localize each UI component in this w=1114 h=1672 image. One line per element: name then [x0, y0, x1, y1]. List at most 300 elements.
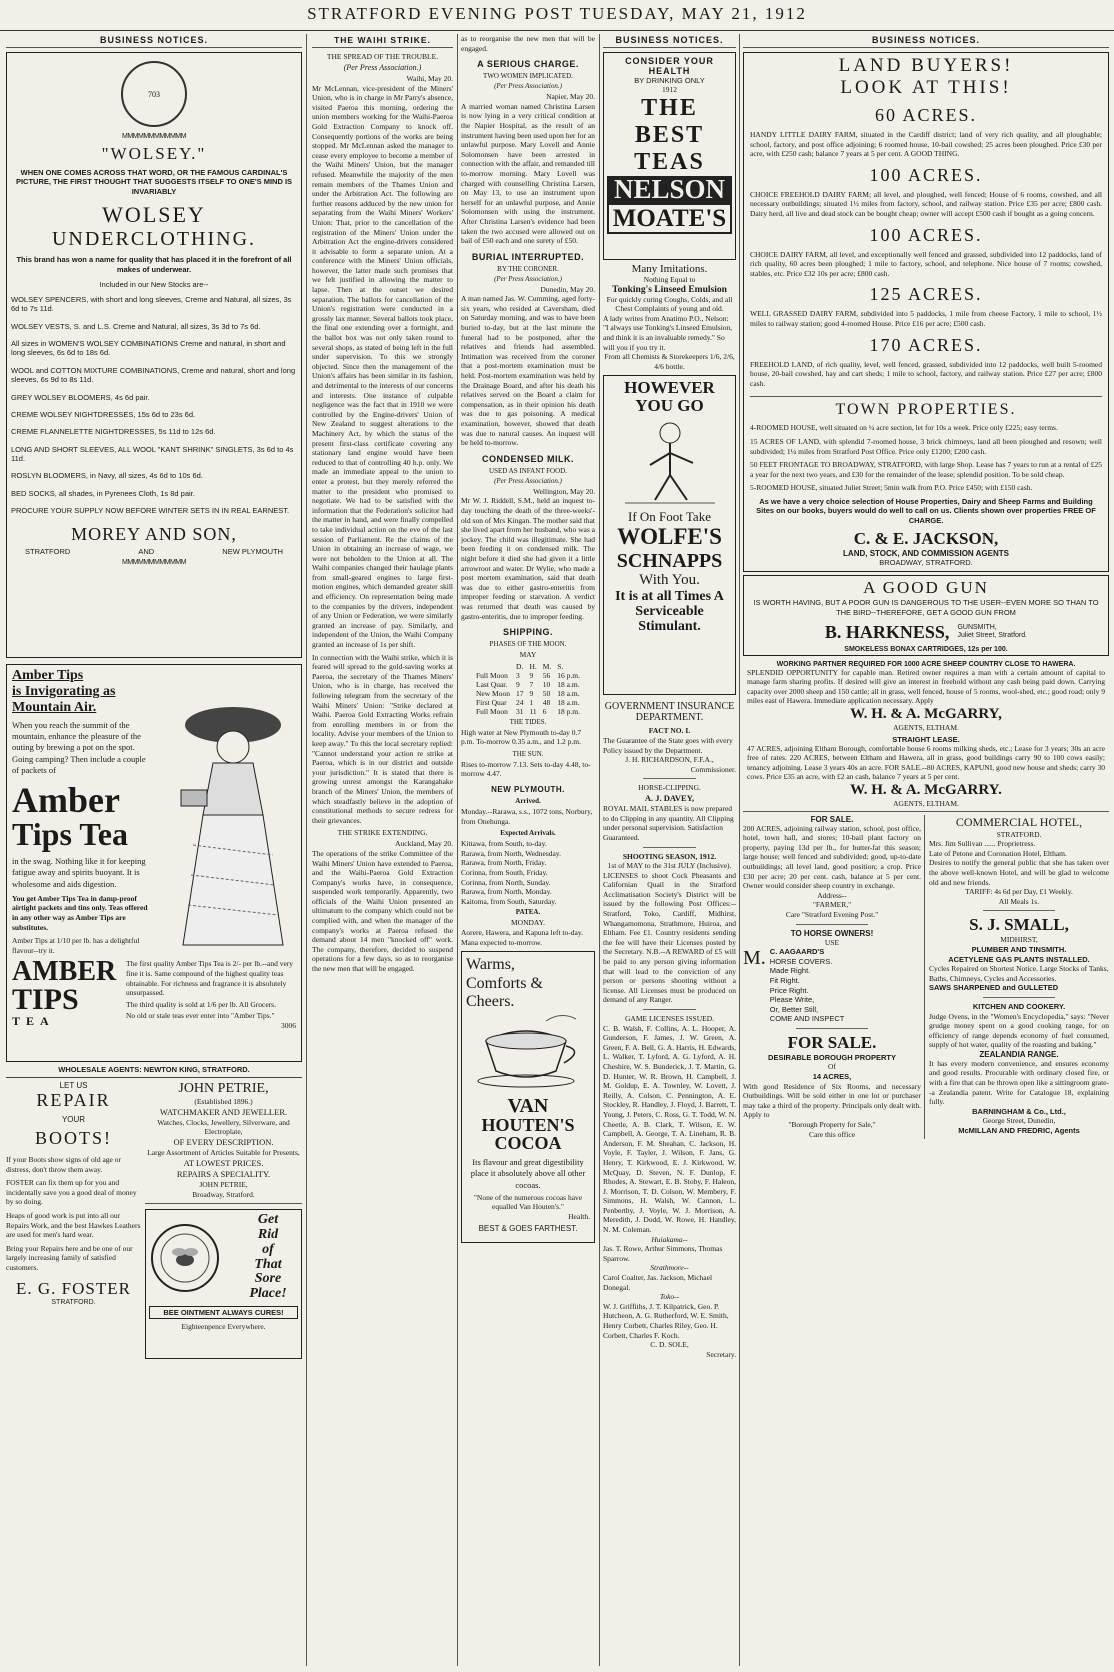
gov-title: Commissioner. [690, 764, 736, 774]
foster-name: E. G. FOSTER [16, 1278, 131, 1298]
land-ad [743, 52, 1109, 572]
hotel-proprietress: Mrs. Jim Sullivan ...... Proprietress. [929, 839, 1036, 849]
tonking-name: Tonking's Linseed Emulsion [612, 284, 727, 295]
nm-brand-2: MOATE'S [607, 203, 732, 235]
article-body: Mr McLennan, vice-president of the Miners' Union, who is in charge in Mr Parry's absence, visited Paeroa this morning, ordering the union members working for the Waihi-Paeroa Gold Extraction Company to knock off. Consequently portions of the works are being stopped. Mr McLennan asked the manager to cease every employee to become a member of the Waihi Miners' Union, but the manager refused. Meanwhile the majority of the men remain members of the Thames Union and under the Arbitration Act. The following are further reasons adduced by the new union for separating from the Waihi Miners' Workers' Union: That, prior to the cancellation of the registration of the Miners' Union under the Arbitration Act the engine-drivers considered it advisable to form a separate union. At a conference with the Miners' Union officials, however, the latter made such promises that we felt justified in allowing the matter to lapse. Then at the outset we desired separation. The ballots for cancellation of the Union's registration were conducted in a grossly lax manner. Several ballots took place, the final one extending over a fortnight, and the ballot box was not only taken round to several shops, as stated of being left in the full under supervision. To this we strongly objected. Since then the management of the Union's affairs has been similar in its fashion, and detrimental to the interests of our concerns and interests. One instance of culpable negligence was the fact that in 1910 we were controlled by the Engine-drivers' Union of New Zealand to suggest alterations to the Machinery Act, by which the status of the present first-class certificate covering any stationary land engine would have been reduced to that of controlling 40 h.p. only. We made an immediate appeal to the union to enter a protest, but they merely referred the matter to the president who promised to negotiate. We had to be satisfied with the information that the Federation's solicitor had the matter in hand, and were finally compelled to take individual action on the eve of the last session of Parliament. Re the claims of the Union in obtaining an increase of wage, we were not beholden to the Union at all. The Waihi companies changed their haulage plants from small-geared engines to large first-motion engines, which demanded greater skill and efficiency. On representation being made to the companies by the drivers, independent of any Union or Federation, we were similarly granted an increase of pay. Similarly, and independent of the Union, the Waihi Company granted an increase of 1s per shift. [312, 83, 453, 650]
wolsey-item: CREME WOLSEY NIGHTDRESSES, 15s 6d to 23s 6d. [11, 409, 196, 419]
bee-slogan [238, 1213, 298, 1301]
wolsey-included: Included in our New Stocks are-- [99, 279, 209, 289]
moon-header-cell: M. [542, 661, 552, 671]
toko-heading: Toko-- [659, 1292, 680, 1302]
moon-cell: 11 [529, 706, 537, 716]
moon-cell: First Quar [475, 697, 507, 707]
cover-line: Made Right. [769, 966, 811, 976]
moon-header-row [473, 662, 583, 671]
nothing-equal: Nothing Equal to [643, 275, 696, 284]
gun-ad [743, 575, 1109, 656]
aagaard-row [743, 947, 921, 1024]
horse-owners: TO HORSE OWNERS! [790, 928, 874, 938]
wolfe-name: WOLFE'S [617, 524, 722, 550]
wolsey-item: All sizes in WOMEN'S WOLSEY COMBINATIONS Creme and natural, in short and long sleeves, 6s 6d to 18s 6d. [11, 339, 286, 358]
petrie-ad [145, 1081, 302, 1204]
amber-get: You get Amber Tips Tea in damp-proof airtight packets and tins only. Teas offered in any other way as Amber Tips are substitutes. [12, 893, 148, 932]
wolfe-schnapps: SCHNAPPS [616, 549, 723, 572]
jackson-location: BROADWAY, STRATFORD. [879, 557, 973, 567]
column-3 [461, 34, 595, 1666]
expected-item: Kaitoma, from South, Saturday. [461, 896, 557, 906]
amber-logo [12, 956, 122, 1030]
repair-letus: LET US [59, 1081, 88, 1090]
dateline: Dunedin, May 20. [540, 284, 595, 294]
petrie-goods: Watches, Clocks, Jewellery, Silverware, and Electroplate, [157, 1117, 290, 1137]
lot-acres: 100 ACRES. [869, 164, 983, 185]
kitchen-text: Judge Ovens, in the "Women's Encyclopedia," says: "Never grudge money spent on a good cooking range, for on efficiency of range depends economy of fuel consumed, supply of hot water, quality of the roasting and baking." [929, 1011, 1109, 1050]
article-continued: as to reorganise the new men that will be engaged. [461, 34, 595, 53]
column-5 [743, 34, 1109, 1666]
press-line: (Per Press Association.) [494, 82, 562, 91]
forsale-care: Care "Stratford Evening Post." [785, 909, 879, 919]
moon-header-cell: D. [515, 661, 524, 671]
gun-heading: A GOOD GUN [863, 577, 989, 597]
mcgarry-ad [743, 659, 1109, 812]
mcgarry-sub-2: AGENTS, ELTHAM. [893, 799, 959, 808]
moon-row [473, 680, 583, 689]
look-at-this: LOOK AT THIS! [840, 77, 1012, 98]
amber-heading-1: Amber Tips [12, 668, 84, 683]
nelson-moates-ad [603, 52, 736, 260]
moon-cell: 6 [542, 706, 547, 716]
harkness-footer: SMOKELESS BONAX CARTRIDGES, 12s per 100. [844, 645, 1008, 653]
small-heading: S. J. SMALL, [969, 915, 1069, 935]
petrie-location: Broadway, Stratford. [192, 1189, 255, 1199]
wolsey-item: GREY WOLSEY BLOOMERS, 4s 6d pair. [11, 392, 150, 402]
lot-acres: 170 ACRES. [869, 334, 983, 355]
sun-text: Rises to-morrow 7.13. Sets to-day 4.48, to-morrow 4.47. [461, 759, 591, 779]
forsale2-sub: DESIRABLE BOROUGH PROPERTY [768, 1052, 896, 1062]
repair-item: Heaps of good work is put into all our Repairs Work, and the best Hawkes Leathers are used for men's hard wear. [6, 1210, 141, 1240]
moon-row [473, 689, 583, 698]
wolsey-quote: "WOLSEY." [101, 144, 207, 163]
jackson-sub: LAND, STOCK, AND COMMISSION AGENTS [843, 548, 1009, 558]
small-text: Cycles Repaired on Shortest Notice. Large Stocks of Tanks, Baths, Chimneys, Cycles and Accessories. [929, 964, 1109, 983]
wolsey-item: BED SOCKS, all shades, in Pyrenees Cloth, 1s 8d pair. [11, 488, 195, 498]
barningham: BARNINGHAM & Co., Ltd., [972, 1106, 1066, 1116]
bee-line: Rid [257, 1227, 279, 1243]
news-subhead: USED AS INFANT FOOD. [489, 466, 567, 475]
border-pattern: MMMMMMMMMMMM [122, 558, 186, 566]
moon-cell: 1 [529, 697, 534, 707]
divider [643, 1009, 696, 1010]
divider [983, 910, 1055, 911]
wolsey-item: WOLSEY SPENCERS, with short and long sleeves, Creme and Natural, all sizes, 3s 6d to 7s 11d. [11, 294, 292, 314]
town-item: 5-ROOMED HOUSE, situated Juliet Street; 5min walk from P.O. Price £450; with £150 cash. [750, 483, 1033, 493]
moon-cell: 18 a.m. [557, 688, 580, 698]
foster-location: STRATFORD. [51, 1298, 96, 1306]
column-rule [306, 34, 307, 1666]
land-buyers: LAND BUYERS! [838, 55, 1014, 76]
zealandia-text: It has every modern convenience, and ensures economy and good results. Procurable with ordinary closed fire, or with a fire that can be thrown open like a sittingroom grate--a Zealandia patent. Write for Catalogue 18, explaining fully. [929, 1058, 1109, 1107]
amber-noold: No old or stale teas ever enter into "Amber Tips." [126, 1011, 275, 1021]
news-subhead: BY THE CORONER. [497, 264, 559, 273]
wolsey-item: PROCURE YOUR SUPPLY NOW BEFORE WINTER SETS IN IN REAL EARNEST. [11, 506, 290, 516]
forsale-farmer: "FARMER," [812, 900, 852, 910]
straight-lease: STRAIGHT LEASE. [892, 734, 960, 744]
cover-line: Fit Right. [769, 975, 800, 985]
repair-item-list [6, 1155, 141, 1273]
article-body-3: The operations of the strike Committee of the Waihi Miners' Union have extended to Paeroa, and the Waihi-Paeroa Gold Extraction Company's works have, in consequence, suspended work temporarily. Apparently, two officials of the Waihi Union presented an ultimatum to the company which could not be complied with, and when the manager of the company's works at Paeroa refused the demand about 14 men "knocked off" work. The company, therefore, decided to suspend operations for a few days, so as to reorganise the new men that will be engaged. [312, 848, 453, 974]
news-heading: SHIPPING. [502, 627, 553, 638]
amber-logo-1: AMBER [12, 956, 117, 988]
forsale-address: Address-- [817, 890, 847, 900]
vh-line-1: Warms, [466, 956, 515, 974]
bee-ointment-ad [145, 1209, 302, 1359]
partner-heading: WORKING PARTNER REQUIRED FOR 1000 ACRE SHEEP COUNTRY CLOSE TO HAWERA. [776, 660, 1076, 668]
new-plymouth-heading: NEW PLYMOUTH. [491, 785, 565, 795]
town-item: 4-ROOMED HOUSE, well situated on ¼ acre section, let for 10s a week. Price only £225; easy terms. [750, 423, 1058, 433]
harkness-sub [957, 624, 1027, 641]
vh-line-2: Comforts & [466, 974, 543, 992]
petrie-heading: JOHN PETRIE, [178, 1081, 269, 1096]
vh-health: Health. [568, 1212, 590, 1221]
hotel-meals: All Meals 1s. [998, 896, 1040, 906]
dateline-2: Auckland, May 20. [395, 839, 453, 849]
bee-line: Get [257, 1212, 279, 1228]
hotel-late: Late of Petone and Coronation Hotel, Eltham. [929, 848, 1067, 858]
small-saws: SAWS SHARPENED and GULLETED [929, 983, 1059, 993]
petrie-name: JOHN PETRIE, [199, 1180, 248, 1190]
wolsey-ad [6, 52, 302, 658]
forsale2-acres: 14 ACRES, [812, 1072, 852, 1082]
column-rule [599, 34, 600, 1666]
moon-cell: 50 [542, 688, 551, 698]
aagaard-details [770, 947, 921, 1024]
amber-footer [12, 956, 296, 1030]
moon-month: MAY [519, 650, 537, 660]
forsale2-of: Of [828, 1062, 836, 1072]
morey-loc-2: NEW PLYMOUTH [222, 546, 283, 556]
game-text: C. B. Walsh, F. Collins, A. L. Hooper, A. Gunderson, F. James, J. W. Green, A. Green, F. A. Bell, G. A. Harris, H. Edwards, L. Walker, T. Lyford, A. G. Lyford, A. H. Cheshire, W. S. Bunderick, J. T. Martin, G. D. Hunter, W. R. Brown, H. Campbell, J. M. Goldup, E. A. Townley, W. Lovett, J. Reilly, A. Colson, C. Pennington, A. E. Stockley, R. Handley, J. Floyd, J. Barrett, T. Young, J. Peters, C. Ross, G. T. Todd, W. N. Cheetle, A. B. Clark, T. Wilson, E. W. Campbell, A. George, T. A. Lineham, R. B. Anderson, F. M. Sheahan, C. Jackson, H. Voyle, F. Tayler, J. Wilson, F. Jans, G. Henry, T. Kirkwood, E. J. Kirkwood, W. McQuay, D. Steven, N. F. Dunlop, F. Rhodes, A. Stewart, E. B. Stoby, F. Haleon, J. Morrison, T. D. Colson, W. Membery, F. Simmons, H. Walsh, W. Cannon, L. Penberthy, J. Voyle, W. J. Morrison, A. Meredith, J. Dodd, W. Rowe, H. Handley, N. M. Coleman. [603, 1023, 736, 1235]
bottom-ads-row [6, 1077, 302, 1359]
vh-body: Its flavour and great digestibility place it absolutely above all other cocoas. [470, 1157, 586, 1190]
forsale2-care: Care this office [808, 1129, 856, 1139]
amber-first: The first quality Amber Tips Tea is 2/- per lb.--and very fine it is. Same compound of the highest quality teas obtainable. For richness and fragrance it is absolutely unsurpassed. [126, 959, 294, 998]
hotel-heading: COMMERCIAL HOTEL, [955, 814, 1083, 829]
moon-cell: 10 [542, 679, 551, 689]
amber-third: The third quality is sold at 1/6 per lb. All Grocers. [126, 999, 276, 1009]
morey-and-son: MOREY AND SON, [71, 523, 237, 544]
petrie-trade: WATCHMAKER AND JEWELLER. [159, 1106, 288, 1117]
news-body: A man named Jas. W. Cumming, aged forty-six years, who resided at Caversham, died on Saturday morning, and was to have been buried to-day, but at the last minute the funeral had to be postponed, after the relatives and friends had assembled. Intimation was received from the coroner that a post-mortem examination must be held. Post-mortem examination was held by the Drainage Board, and after his death his relatives served on the Board a claim for compensation, as in their opinion his death was due to gas poisoning. A medical examination, however, showed that death was due to natural causes. An inquest will be held to-morrow. [461, 294, 595, 448]
gov-heading-2: DEPARTMENT. [635, 712, 704, 724]
expected-item: Rarawa, from North, Monday. [461, 887, 552, 897]
lot-acres: 100 ACRES. [869, 224, 983, 245]
cover-line: Price Right. [769, 985, 809, 995]
moon-cell: 48 [542, 697, 551, 707]
lot-text: FREEHOLD LAND, of rich quality, level, well fenced, grassed, subdivided into 12 paddocks, well built 5-roomed house, 20-bail cowshed, hay and cart sheds; 1 mile to school, factory, and railway station. Price £27 per acre; £800 cash. [750, 359, 1102, 388]
article-subhead-2: THE STRIKE EXTENDING. [337, 828, 428, 838]
hotel-text: Desires to notify the general public that she has taken over the above well-known Hotel, and will be glad to welcome old and new friends. [929, 858, 1109, 887]
many-imitations: Many Imitations. [631, 263, 708, 275]
moon-cell: 9 [529, 688, 534, 698]
expected-item: Rarawa, from North, Friday. [461, 858, 547, 868]
town-item: 15 ACRES OF LAND, with splendid 7-roomed house, 3 brick chimneys, land all been ploughed and resown; well subdivided; 1¼ miles from Stratford Post Office. Price only £1200; £200 cash. [750, 436, 1102, 456]
press-line: (Per Press Association.) [343, 63, 422, 72]
wolfe-with-you: With You. [639, 571, 700, 588]
bee-main [149, 1213, 298, 1301]
news-heading: BURIAL INTERRUPTED. [471, 251, 585, 262]
patea-text: Aorere, Hawera, and Kapuna left to-day. Mana expected to-morrow. [461, 928, 583, 947]
article-body-2: In connection with the Waihi strike, which it is feared will spread to the gold-saving works at Paeroa, the secretary of the Thames Miners' Union, who is in charge, has received the following telegram from the secretary of the Waihi Miners' Union: "Strike declared at Waihi. Paeroa Gold Extracting Works refrain from enrolling members in or from the locality. Advise your members of the Union to keep away." To this the local secretary replied: "Cannot understand your action re strike at Paeroa, which is in our district and outside your jurisdiction." It is stated that there is growing unrest amongst the Karangahake branch of the Miners' Union, the members of which steadfastly believe in the adoption of constitutional methods to secure redress for their grievances. [312, 652, 453, 825]
cocoa-cup-icon [466, 1011, 586, 1091]
forsale2-text: With good Residence of Six Rooms, and necessary Outbuildings. Will be sold either in one lot or purchaser may take a third of the property. Principals only dealt with. Apply to [743, 1081, 921, 1120]
harkness-name: B. HARKNESS, [824, 621, 950, 642]
forsale-text: 200 ACRES, adjoining railway station, school, post office, hotel, town hall, and stores; 10-bail plant factory on property, paying 13d per lb., for butter-fat this season; large house; well fenced and subdivided; good, up-to-date outbuildings; all level land, good position; a crop. Price £30 per acre; 20 per cent. cash, balance at 5 per cent. Owner would consider sheep country in exchange. [743, 823, 921, 891]
wolfe-on-foot: If On Foot Take [628, 509, 711, 525]
horse-heading: HORSE-CLIPPING. [638, 783, 701, 793]
amber-code: 3006 [281, 1020, 296, 1030]
moon-cell: Last Quar. [475, 679, 508, 689]
vh-logo-3: COCOA [494, 1133, 562, 1154]
town-item-list [750, 423, 1102, 493]
expected-item: Corinna, from North, Sunday. [461, 877, 551, 887]
moon-row [473, 698, 583, 707]
repair-item: If your Boots show signs of old age or distress, don't throw them away. [6, 1155, 121, 1174]
town-properties: TOWN PROPERTIES. [750, 396, 1102, 419]
petrie-established: (Established 1896.) [194, 1097, 253, 1106]
wolsey-item: WOLSEY VESTS, S. and L.S. Creme and Natural, all sizes, 3s 3d to 7s 6d. [11, 321, 261, 331]
expected-item: Rarawa, from North, Wednesday. [461, 848, 561, 858]
dateline: Napier, May 20. [546, 92, 595, 102]
column-header: BUSINESS NOTICES. [603, 34, 736, 48]
moon-cell: New Moon [475, 688, 510, 698]
wolsey-item: WOOL and COTTON MIXTURE COMBINATIONS, Creme and natural, short and long sleeves, 6s 9d to 8s 11d. [11, 365, 296, 385]
harkness-row [750, 622, 1102, 643]
vh-logo-1: VAN [507, 1095, 549, 1118]
wholesale-agents: WHOLESALE AGENTS: NEWTON KING, STRATFORD. [58, 1065, 250, 1074]
petrie-repair: REPAIRS A SPECIALITY. [176, 1169, 271, 1180]
tonking-footer: From all Chemists & Storekeepers 1/6, 2/6, 4/6 bottle. [604, 352, 735, 371]
wolsey-brand: This brand has won a name for quality that has placed it in the forefront of all makes of underwear. [16, 255, 292, 274]
moon-cell: Full Moon [475, 706, 508, 716]
forsale2-address: "Borough Property for Sale," [788, 1120, 876, 1130]
column-header: BUSINESS NOTICES. [6, 34, 302, 48]
lot-text: WELL GRASSED DAIRY FARM, subdivided into 5 paddocks, 1 mile from cheese Factory, 1 mile to school, 1½ miles to railway station; good 4-roomed House. Price £16 per acre; £500 cash. [750, 309, 1102, 328]
column-header: BUSINESS NOTICES. [743, 34, 1109, 48]
horse-text: ROYAL MAIL STABLES is now prepared to do Clipping in any quantity. All Clipping under personal supervision. Satisfaction Guaranteed. [603, 804, 734, 842]
bee-line: Place! [249, 1285, 287, 1301]
forsale-heading: FOR SALE. [810, 814, 854, 824]
mcgarry-sub: AGENTS, ELTHAM. [893, 723, 959, 733]
amber-big-1: Amber [12, 780, 120, 821]
use: USE [824, 937, 840, 947]
petrie-large: Large Assortment of Articles Suitable for Presents, [147, 1148, 300, 1158]
strath-text: Carol Coalter, Jas. Jackson, Michael Donegal. [603, 1273, 713, 1292]
moon-cell: 24 [515, 697, 524, 707]
amber-logo-2: TIPS [12, 982, 79, 1016]
petrie-price: AT LOWEST PRICES. [183, 1157, 264, 1168]
border-pattern: MMMMMMMMMMMM [122, 133, 186, 140]
wolsey-title: WOLSEY [102, 202, 206, 228]
news-subhead: PHASES OF THE MOON. [489, 640, 567, 649]
expected-item: Kittawa, from South, to-day. [461, 839, 547, 849]
divider [643, 847, 696, 848]
bottom-left [743, 815, 925, 1140]
lot-text: HANDY LITTLE DAIRY FARM, situated in the Cardiff district; land of very rich quality, and all ploughable; school, factory, and post office adjoining; 6 roomed house, 10-bail cowshed; 25 acres been ploughed. Price £30 per acre, with £250 cash; balance 7 years at 5 per cent. A GOOD THING. [750, 130, 1102, 159]
moon-cell: 7 [529, 679, 534, 689]
hotel-location: STRATFORD. [996, 829, 1042, 839]
bee-footer: BEE OINTMENT ALWAYS CURES! [149, 1306, 298, 1319]
lot-acres: 125 ACRES. [869, 284, 983, 305]
foster-ad [6, 1081, 141, 1359]
cover-line: HORSE COVERS. [769, 956, 833, 966]
small-gas: ACETYLENE GAS PLANTS INSTALLED. [948, 954, 1090, 964]
morey-and: AND [138, 546, 155, 556]
wolsey-lead: WHEN ONE COMES ACROSS THAT WORD, OR THE FAMOUS CARDINAL'S PICTURE, THE FIRST THOUGHT THAT SUGGESTS ITSELF TO ONE'S MIND IS INVARIABLY [15, 168, 293, 196]
sun-heading: THE SUN. [512, 749, 544, 758]
wolsey-item: ROSLYN BLOOMERS, in Navy, all sizes, 4s 6d to 10s 6d. [11, 471, 203, 481]
press-line: (Per Press Association.) [494, 476, 562, 485]
repair-your: YOUR [61, 1115, 86, 1124]
nm-teas: THE BEST TEAS [634, 94, 705, 175]
article-header: THE WAIHI STRIKE. [312, 34, 453, 48]
moon-cell: 31 [515, 706, 524, 716]
gov-text: The Guarantee of the State goes with every Policy issued by the Department. [603, 735, 733, 755]
wolfes-schnapps-ad [603, 375, 736, 695]
nm-brand-1: NELSON [607, 176, 732, 203]
wolsey-item-list [11, 295, 297, 516]
hotel-tariff: TARIFF: 4s 6d per Day, £1 Weekly. [965, 887, 1073, 897]
moon-cell: 9 [529, 670, 534, 680]
walker-illustration-icon [615, 415, 725, 505]
wolsey-item: CREME FLANNELETTE NIGHTDRESSES, 5s 11d to 12s 6d. [11, 427, 216, 437]
barningham-footer: McMILLAN AND FREDRIC, Agents [958, 1126, 1080, 1136]
cover-line: Please Write, [769, 995, 815, 1005]
dateline: Wellington, May 20. [533, 486, 595, 496]
woman-figure-icon [163, 695, 293, 955]
repair-item: Bring your Repairs here and be one of our largely increasing family of satisfied customers. [6, 1243, 133, 1272]
seal-number: 703 [148, 89, 160, 99]
amber-body: When you reach the summit of the mountain, enhance the pleasure of the outing by brewing a pot on the spot. Going camping? Then include a couple of packets of [12, 720, 146, 775]
moon-cell: Full Moon [475, 670, 508, 680]
huia-heading: Huiakama-- [651, 1234, 688, 1244]
bee-price: Eighteenpence Everywhere. [181, 1321, 266, 1331]
shoot-text: LICENSES to shoot Cock Pheasants and Californian Quail in the Stratford Acclimatisation Society's District will be issued by the following Post Offices:--Stratford, Toko, Cardiff, Midhirst, Whangamomona, Strathmore, Huiroa, and Eltham. Fee £1. Country residents sending the fee will have their Licenses posted by the Secretary. N.B.--A REWARD of £5 will be paid to any person giving information that will lead to the conviction of any person or persons shooting without a license. All Licenses must be produced on demand of any Ranger. [603, 870, 736, 1005]
column-rule [457, 34, 458, 1666]
shoot-heading: SHOOTING SEASON, 1912. [622, 851, 717, 861]
horse-name: A. J. DAVEY, [644, 792, 695, 803]
forsale2-heading: FOR SALE. [787, 1032, 877, 1052]
moon-cell: 17 [515, 688, 524, 698]
bee-line: Sore [254, 1271, 282, 1287]
moon-cell: 16 p.m. [557, 670, 581, 680]
vh-footer: BEST & GOES FARTHEST. [478, 1223, 578, 1233]
moon-row [473, 671, 583, 680]
covers-list [770, 957, 921, 1024]
gov-fact: FACT NO. I. [648, 726, 691, 736]
news-heading: A SERIOUS CHARGE. [477, 59, 579, 70]
woman-illustration [163, 695, 293, 955]
nm-consider: CONSIDER YOUR HEALTH [625, 56, 714, 76]
town-item: 50 FEET FRONTAGE TO BROADWAY, STRATFORD, with large Shop. Lease has 7 years to run at a rental of £25 a year for the next two years, and £30 for the remainder of the lease; splendid position. To be sold cheap. [750, 460, 1102, 479]
column-2 [312, 34, 453, 1666]
column-4 [603, 34, 736, 1666]
mcgarry-name: W. H. & A. McGARRY, [850, 706, 1002, 723]
game-heading: GAME LICENSES ISSUED. [625, 1014, 714, 1023]
morey-locations [11, 547, 297, 556]
bottom-grid [743, 815, 1109, 1140]
moon-cell: 18 p.m. [557, 706, 581, 716]
small-location: MIDHIRST, [1000, 935, 1038, 945]
cardinal-seal-icon [121, 61, 187, 127]
amber-swag: in the swag. Nothing like it for keeping fatigue away and spirits buoyant. It is wholesome and aids digestion. [12, 856, 146, 889]
moon-cell: 9 [515, 679, 520, 689]
moon-header-cell: S. [557, 661, 564, 671]
lease-text: 47 ACRES, adjoining Eltham Borough, comfortable house 6 rooms milking sheds, etc.; Lease for 3 years; 30s an acre free of rates. 220 ACRES, between Eltham and Hawera, all in grass, good buildings carry 90 to 100 cows easily; tenancy adjoining. Lease 3 years 40s an acre. FOR SALE.--80 ACRES, KAPUNI, good new house and sheds; carry 30 cows. Price £35 an acre, with £2 an cash, balance 7 years at 5 per cent. [747, 743, 1105, 782]
amber-big-2: Tips Tea [12, 816, 128, 853]
moon-cell: 56 [542, 670, 551, 680]
morey-loc-1: STRATFORD [25, 546, 71, 556]
masthead-rule [0, 30, 1114, 31]
bee-lines [238, 1213, 298, 1301]
bee-seal-icon [149, 1222, 221, 1294]
wolsey-subtitle: UNDERCLOTHING. [51, 228, 257, 251]
petrie-description: OF EVERY DESCRIPTION. [173, 1137, 274, 1147]
kitchen-heading: KITCHEN AND COOKERY. [972, 1001, 1066, 1011]
small-trade: PLUMBER AND TINSMITH. [971, 944, 1067, 954]
divider [643, 778, 696, 779]
repair-heading: REPAIR [36, 1090, 111, 1110]
patea-heading: PATEA. [515, 908, 541, 917]
toko-text: W. J. Griffiths, J. T. Kilpatrick, Geo. P. Hutcheon, A. G. Rutherford, W. E. Smith, Henry Corbett, Charles Riley, Geo. H. Corbett, Charles F. Koch. [603, 1301, 729, 1340]
news-body: Mr W. J. Riddell, S.M., held an inquest to-day touching the death of the three-weeks'-old son of Mrs Kingan. The mother said that she lived apart from her husband, who was a jockey. The child was illegitimate. She had been feeding it on condensed milk. The night before it died she had given it a little arrowroot and water. Dr Wylie, who made a post mortem examination, said that death was due to either gastro-enteritis from improper feeding or starvation. A verdict was returned that death was caused by gastro-enteritis, due to improper feeding. [461, 496, 595, 621]
moon-cell: 3 [515, 670, 520, 680]
amber-heading-3: Mountain Air. [12, 700, 97, 715]
petrie-bee-column [145, 1081, 302, 1359]
wolfe-tagline: It is at all Times A Serviceable Stimulant. [615, 588, 724, 635]
press-line: (Per Press Association.) [494, 274, 562, 283]
arrived-text: Monday.--Rarawa, s.s., 1072 tons, Norbury, from Onehunga. [461, 807, 593, 826]
vh-note: "None of the numerous cocoas have equalled Van Houten's." [473, 1192, 583, 1212]
patea-day: MONDAY. [511, 918, 545, 928]
vh-line-3: Cheers. [466, 992, 515, 1010]
town-note: As we have a very choice selection of House Properties, Dairy and Sheep Farms and Building Sites on our books, buyers would do well to call on us. Clients shown over properties FREE OF CHARGE. [756, 496, 1096, 526]
dateline: Waihi, May 20. [406, 74, 453, 83]
amber-heading-2: is Invigorating as [12, 684, 116, 699]
partner-text: SPLENDID OPPORTUNITY for capable man. Retired owner requires a man with a certain amount of capital to manage farm sharing profits. If desired will give an interest in freehold without any cash being paid down. Carrying capacity over 2000 sheep and 150 cattle; all in grass, well fenced, house of 5 rooms, wool-shed, etc.; good road; only 9 miles east of Hawera. Immediate application necessary. Apply [747, 667, 1105, 706]
nm-year: 1912 [662, 85, 677, 94]
news-heading: CONDENSED MILK. [481, 453, 574, 464]
divider [796, 1028, 867, 1029]
column-1 [6, 34, 302, 1666]
tides-heading: THE TIDES. [509, 717, 547, 726]
tonking-sub: For quickly curing Coughs, Colds, and all Chest Complaints of young and old. [606, 294, 733, 314]
jackson-name: C. & E. JACKSON, [853, 528, 999, 548]
gov-signature: J. H. RICHARDSON, F.F.A., [625, 755, 714, 765]
mcgarry-name-2: W. H. & A. McGARRY. [850, 782, 1002, 798]
expected-list [461, 839, 595, 906]
lot-text: CHOICE FREEHOLD DAIRY FARM; all level, and ploughed, well fenced; House of 6 rooms, cowshed, and all necessary outbuildings; situated 1½ miles from factory, school, and railway station. Price £35 per acre; £800 cash. Dairy herd, all live and dead stock can be bought cheap; owner will accept £500 cash if bought as a going concern. [750, 189, 1102, 218]
moon-phase-table [473, 662, 583, 716]
gun-text: IS WORTH HAVING, BUT A POOR GUN IS DANGEROUS TO THE USER--EVEN MORE SO THAN TO THE BIRD--THEREFORE, GET A GOOD GUN FROM [753, 597, 1099, 618]
article-subhead: THE SPREAD OF THE TROUBLE. [326, 52, 439, 61]
aagaard-name: C. AAGAARD'S [769, 947, 825, 957]
lot-text: CHOICE DAIRY FARM, all level, and exceptionally well fenced and grassed, subdivided into 12 paddocks, land of rich quality, 60 acres been ploughed; 1 mile to factory, school, and telephone. Nice house of 7 rooms; cowshed, stables, etc. Price £32 10s per acre; £800 cash. [750, 249, 1102, 278]
barningham-address: George Street, Dunedin, [982, 1116, 1056, 1126]
tides-text: High water at New Plymouth to-day 0.7 p.m. To-morrow 0.35 a.m., and 1.2 p.m. [461, 727, 582, 747]
amber-price: Amber Tips at 1/10 per lb. has a delightful flavour--try it. [12, 936, 140, 955]
huia-text: Jas. T. Rowe, Arthur Simmons, Thomas Sparrow. [603, 1244, 723, 1263]
harkness-trade: GUNSMITH, [957, 623, 997, 631]
